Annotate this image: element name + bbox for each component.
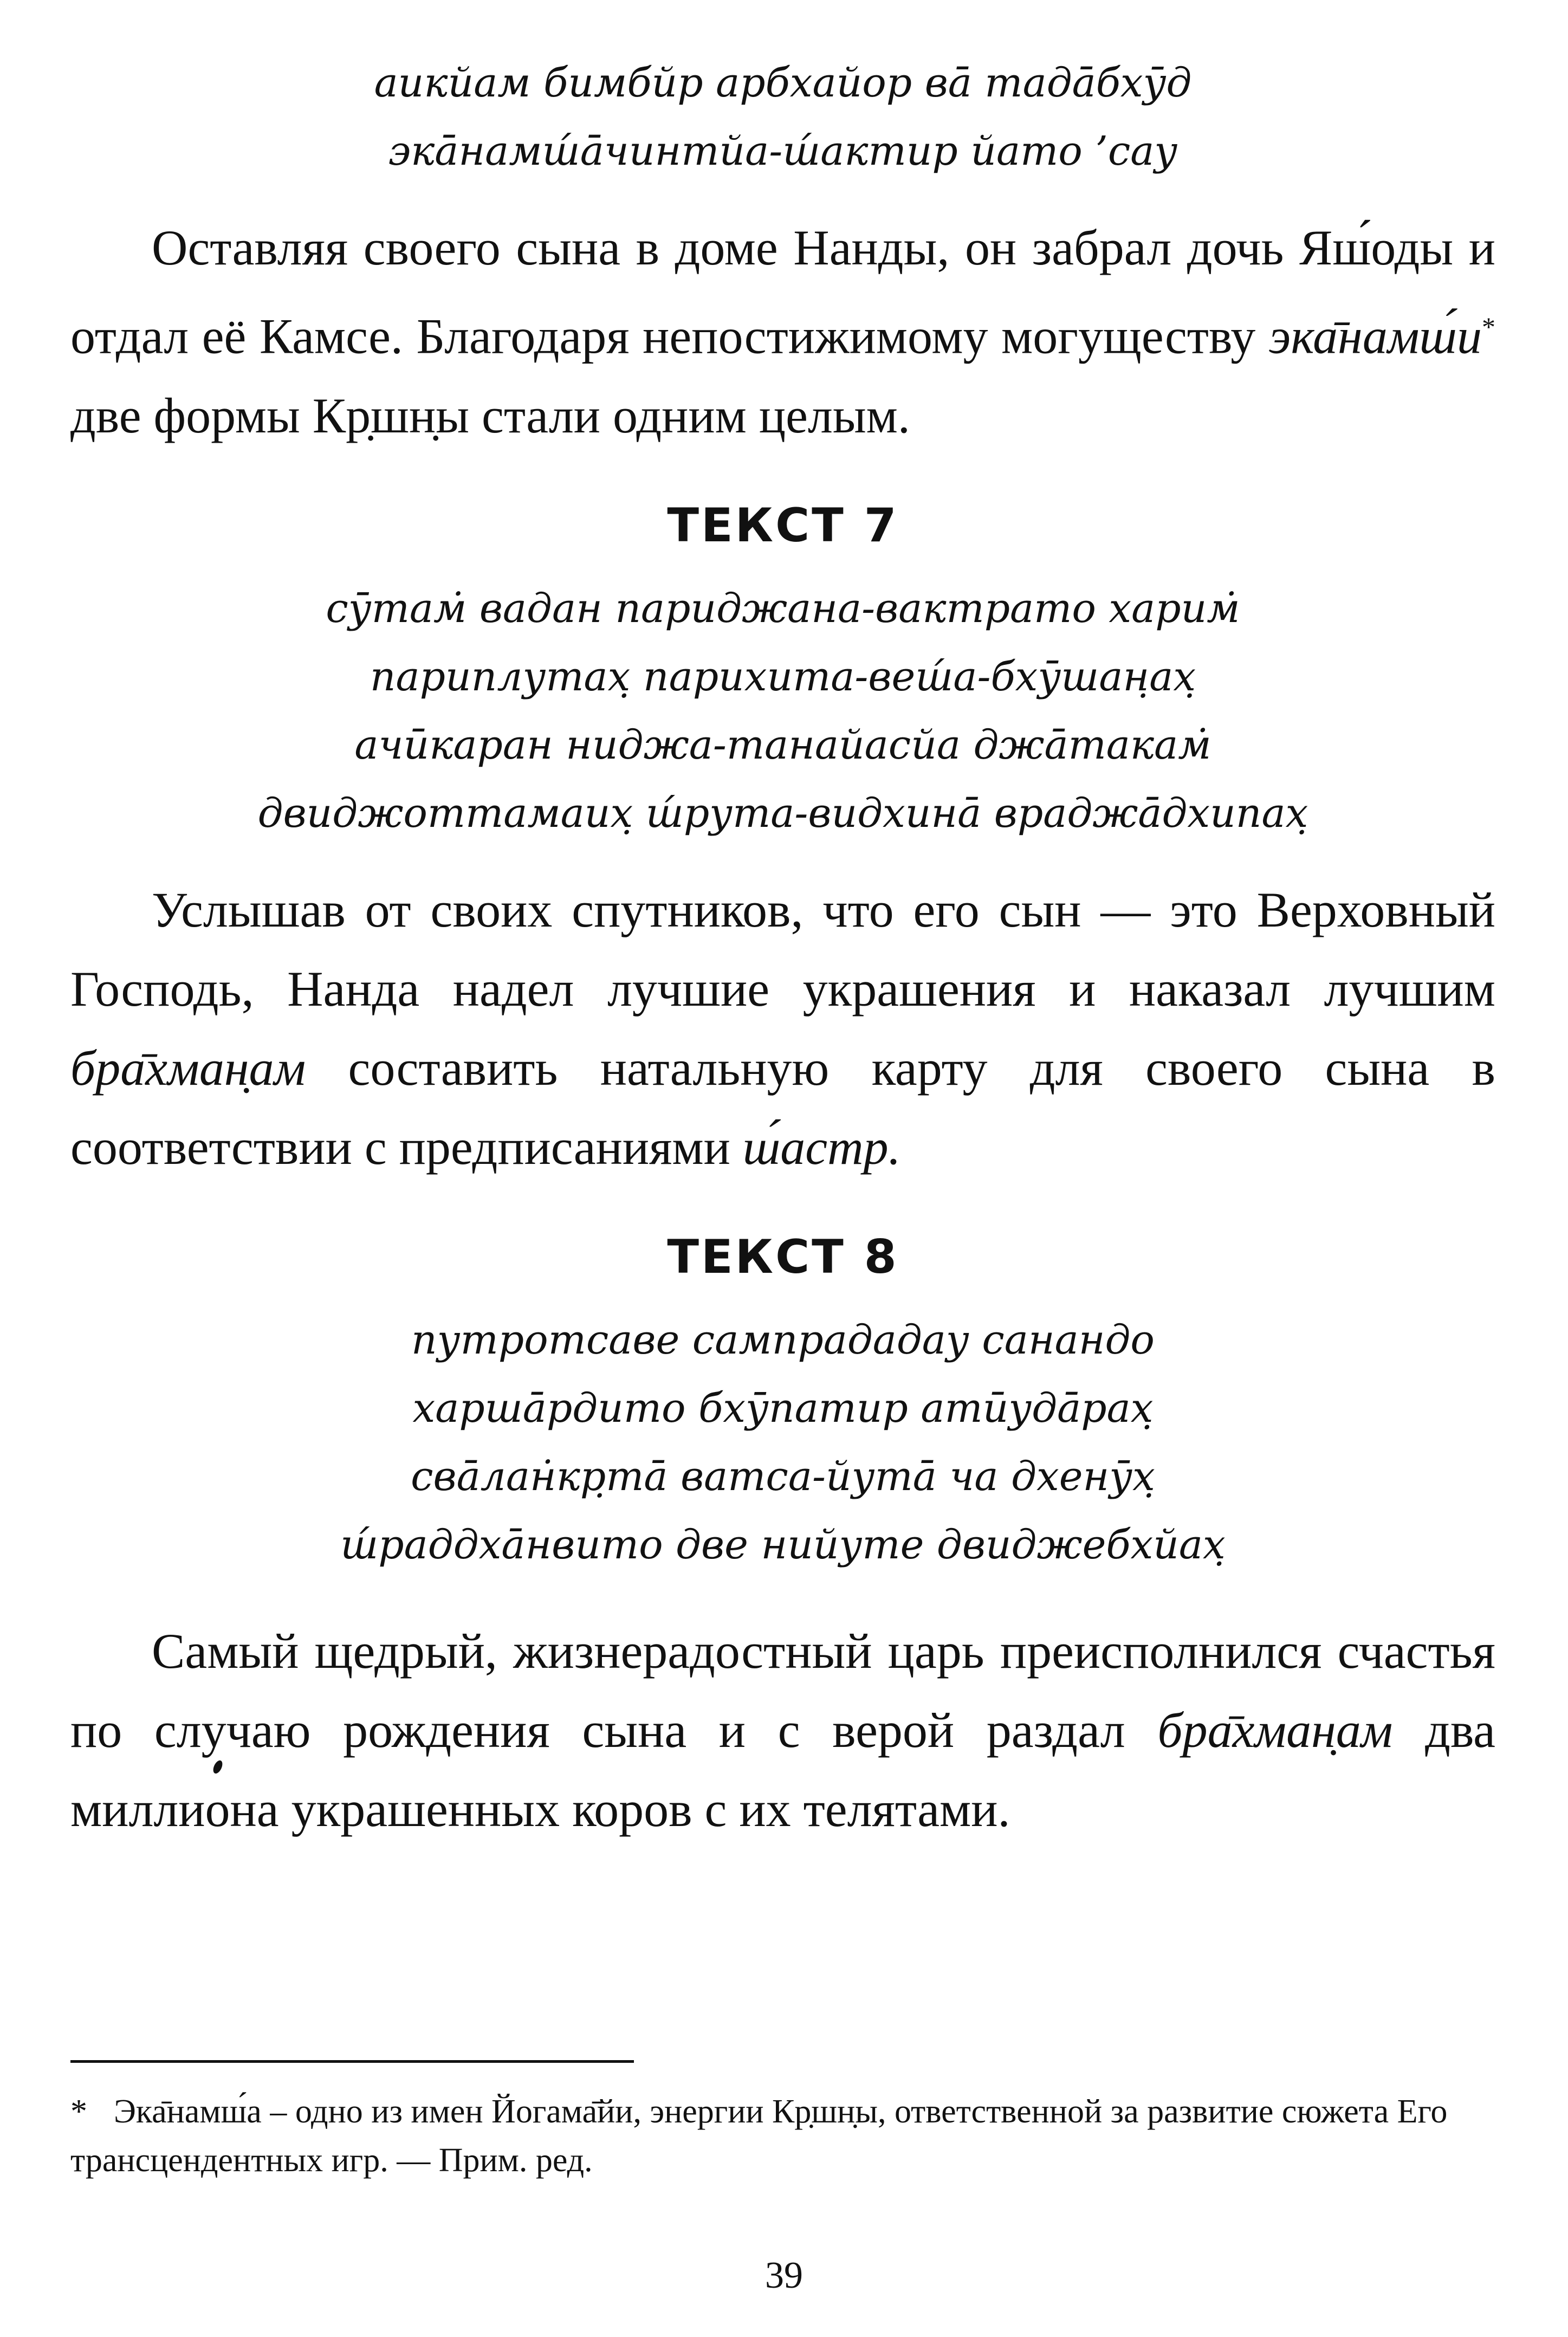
verse-8: [70, 1306, 1495, 1579]
text-7-heading: ТЕКСТ 7: [667, 498, 899, 553]
verse-line: путротсаве сампрададау санандо: [411, 1316, 1155, 1363]
verse-line: сва̄лан̇кр̣та̄ ватса-йута̄ ча дхенӯх̣: [411, 1453, 1155, 1500]
paragraph-text: два миллиона украшенных коров с их телятами.: [70, 1702, 1495, 1837]
sanskrit-term: ш́астр.: [742, 1119, 901, 1175]
text-8-heading: ТЕКСТ 8: [667, 1229, 899, 1284]
footnote: [70, 2087, 1495, 2185]
page-number: 39: [765, 2255, 803, 2296]
translation-7: [70, 870, 1495, 1187]
verse-line: париплутах̣ парихита-веш́а-бхӯшан̣ах̣: [370, 653, 1196, 700]
paragraph-text: составить натальную карту для своего сына в соответствии с предписаниями: [70, 1040, 1495, 1175]
paragraph-text: две формы Кр̣шн̣ы стали одним целым.: [70, 387, 910, 443]
paragraph-text: Самый щедрый, жизнерадостный царь преисполнился счастья по случаю рождения сына и с верой раздал: [70, 1623, 1495, 1758]
footnote-text: Эка̄намш́а – одно из имен Йогама̄йи, энергии Кр̣шн̣ы, ответственной за развитие сюжета Его трансцендентных игр. — Прим. ред.: [70, 2093, 1448, 2179]
footnote-marker[interactable]: *: [1482, 312, 1495, 342]
verse-6-tail: [70, 49, 1495, 185]
sanskrit-term: бра̄хман̣ам: [1157, 1702, 1393, 1758]
translation-6: [70, 208, 1495, 455]
verse-7: [70, 574, 1495, 847]
verse-line: сӯтам̇ вадан париджана-вактрато харим̇: [326, 585, 1240, 632]
verse-line: ачӣкаран ниджа-танайасйа джа̄такам̇: [354, 721, 1211, 768]
footnote-divider: [70, 2060, 634, 2063]
page-body: [70, 49, 1495, 1849]
sanskrit-term: эка̄намш́и: [1268, 308, 1482, 364]
sanskrit-term: бра̄хман̣ам: [70, 1040, 306, 1096]
paragraph-text: Услышав от своих спутников, что его сын — это Верховный Господь, Нанда надел лучшие украшения и наказал лучшим: [70, 882, 1495, 1017]
verse-line: ш́раддха̄нвито две нийуте двиджебхйах̣: [340, 1521, 1226, 1568]
verse-line: эка̄намш́а̄чинтйа-ш́актир йато ’сау: [388, 128, 1178, 174]
translation-8: [70, 1611, 1495, 1849]
verse-line: двиджоттамаих̣ ш́рута-видхина̄ враджа̄дхипах̣: [257, 789, 1308, 837]
footnote-mark: *: [70, 2093, 87, 2130]
verse-line: харша̄рдито бхӯпатир атӣуда̄рах̣: [412, 1384, 1154, 1432]
verse-line: аикйам бимбйр арбхайор ва̄ тада̄бхӯд: [374, 60, 1192, 106]
paragraph-text: Оставляя своего сына в доме Нанды, он забрал дочь Яш́оды и отдал её Камсе. Благодаря непостижимому могуществу: [70, 220, 1495, 364]
